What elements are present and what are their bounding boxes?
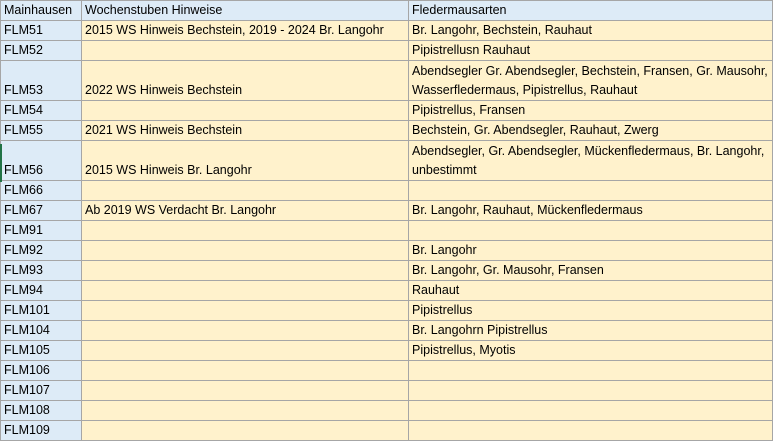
cell-hinweis[interactable]	[82, 281, 409, 301]
cell-id[interactable]: FLM106	[1, 361, 82, 381]
table-row	[1, 201, 773, 221]
cell-hinweis[interactable]: 2015 WS Hinweis Bechstein, 2019 - 2024 Br. Langohr	[82, 21, 409, 41]
cell-arten[interactable]: Br. Langohr	[409, 241, 773, 261]
table-row	[1, 421, 773, 441]
cell-id[interactable]: FLM108	[1, 401, 82, 421]
cell-id[interactable]: FLM105	[1, 341, 82, 361]
cell-id[interactable]: FLM55	[1, 121, 82, 141]
cell-arten[interactable]	[409, 381, 773, 401]
cell-id[interactable]: FLM51	[1, 21, 82, 41]
cell-arten[interactable]	[409, 181, 773, 201]
cell-id[interactable]: FLM93	[1, 261, 82, 281]
table-row	[1, 361, 773, 381]
cell-hinweis[interactable]	[82, 261, 409, 281]
cell-id[interactable]: FLM94	[1, 281, 82, 301]
table-row	[1, 381, 773, 401]
header-cell-mainhausen[interactable]: Mainhausen	[1, 1, 82, 21]
cell-arten[interactable]: Pipistrellus	[409, 301, 773, 321]
cell-hinweis[interactable]	[82, 421, 409, 441]
cell-hinweis[interactable]	[82, 341, 409, 361]
cell-id[interactable]: FLM101	[1, 301, 82, 321]
table-row	[1, 221, 773, 241]
cell-hinweis[interactable]	[82, 361, 409, 381]
cell-hinweis[interactable]	[82, 101, 409, 121]
cell-id[interactable]: FLM104	[1, 321, 82, 341]
cell-id[interactable]: FLM66	[1, 181, 82, 201]
cell-arten[interactable]: Rauhaut	[409, 281, 773, 301]
cell-id[interactable]: FLM92	[1, 241, 82, 261]
cell-id[interactable]: FLM107	[1, 381, 82, 401]
cell-arten[interactable]	[409, 361, 773, 381]
cell-arten[interactable]: Br. Langohrn Pipistrellus	[409, 321, 773, 341]
cell-hinweis[interactable]	[82, 41, 409, 61]
cell-arten[interactable]: Abendsegler Gr. Abendsegler, Bechstein, Fransen, Gr. Mausohr, Wasserfledermaus, Pipistrellus, Rauhaut	[409, 61, 773, 101]
cell-id[interactable]: FLM54	[1, 101, 82, 121]
table-row	[1, 281, 773, 301]
cell-hinweis[interactable]: Ab 2019 WS Verdacht Br. Langohr	[82, 201, 409, 221]
cell-arten[interactable]: Pipistrellusn Rauhaut	[409, 41, 773, 61]
table-row	[1, 401, 773, 421]
cell-arten[interactable]: Br. Langohr, Gr. Mausohr, Fransen	[409, 261, 773, 281]
cell-hinweis[interactable]: 2022 WS Hinweis Bechstein	[82, 61, 409, 101]
cell-id[interactable]: FLM52	[1, 41, 82, 61]
table-row	[1, 101, 773, 121]
cell-arten[interactable]: Pipistrellus, Myotis	[409, 341, 773, 361]
cell-arten[interactable]: Br. Langohr, Rauhaut, Mückenfledermaus	[409, 201, 773, 221]
cell-hinweis[interactable]	[82, 241, 409, 261]
table-row	[1, 41, 773, 61]
cell-hinweis[interactable]	[82, 321, 409, 341]
cell-hinweis[interactable]	[82, 401, 409, 421]
cell-id[interactable]: FLM53	[1, 61, 82, 101]
table-row	[1, 181, 773, 201]
table-row	[1, 21, 773, 41]
cell-hinweis[interactable]: 2021 WS Hinweis Bechstein	[82, 121, 409, 141]
cell-hinweis[interactable]	[82, 381, 409, 401]
cell-arten[interactable]: Br. Langohr, Bechstein, Rauhaut	[409, 21, 773, 41]
cell-id[interactable]: FLM56	[1, 141, 82, 181]
table-row	[1, 321, 773, 341]
active-cell-indicator	[0, 144, 2, 182]
cell-hinweis[interactable]	[82, 181, 409, 201]
cell-hinweis[interactable]	[82, 221, 409, 241]
cell-hinweis[interactable]: 2015 WS Hinweis Br. Langohr	[82, 141, 409, 181]
cell-arten[interactable]: Abendsegler, Gr. Abendsegler, Mückenfledermaus, Br. Langohr, unbestimmt	[409, 141, 773, 181]
cell-arten[interactable]	[409, 421, 773, 441]
table-row	[1, 121, 773, 141]
table-row	[1, 261, 773, 281]
header-cell-fledermausarten[interactable]: Fledermausarten	[409, 1, 773, 21]
cell-id[interactable]: FLM91	[1, 221, 82, 241]
cell-arten[interactable]	[409, 221, 773, 241]
table-row	[1, 61, 773, 101]
cell-id[interactable]: FLM109	[1, 421, 82, 441]
table-row	[1, 241, 773, 261]
table-row	[1, 341, 773, 361]
cell-id[interactable]: FLM67	[1, 201, 82, 221]
cell-arten[interactable]: Bechstein, Gr. Abendsegler, Rauhaut, Zwerg	[409, 121, 773, 141]
table-row	[1, 141, 773, 181]
cell-arten[interactable]: Pipistrellus, Fransen	[409, 101, 773, 121]
header-row	[1, 1, 773, 21]
table-row	[1, 301, 773, 321]
cell-arten[interactable]	[409, 401, 773, 421]
header-cell-wochenstuben-hinweise[interactable]: Wochenstuben Hinweise	[82, 1, 409, 21]
cell-hinweis[interactable]	[82, 301, 409, 321]
